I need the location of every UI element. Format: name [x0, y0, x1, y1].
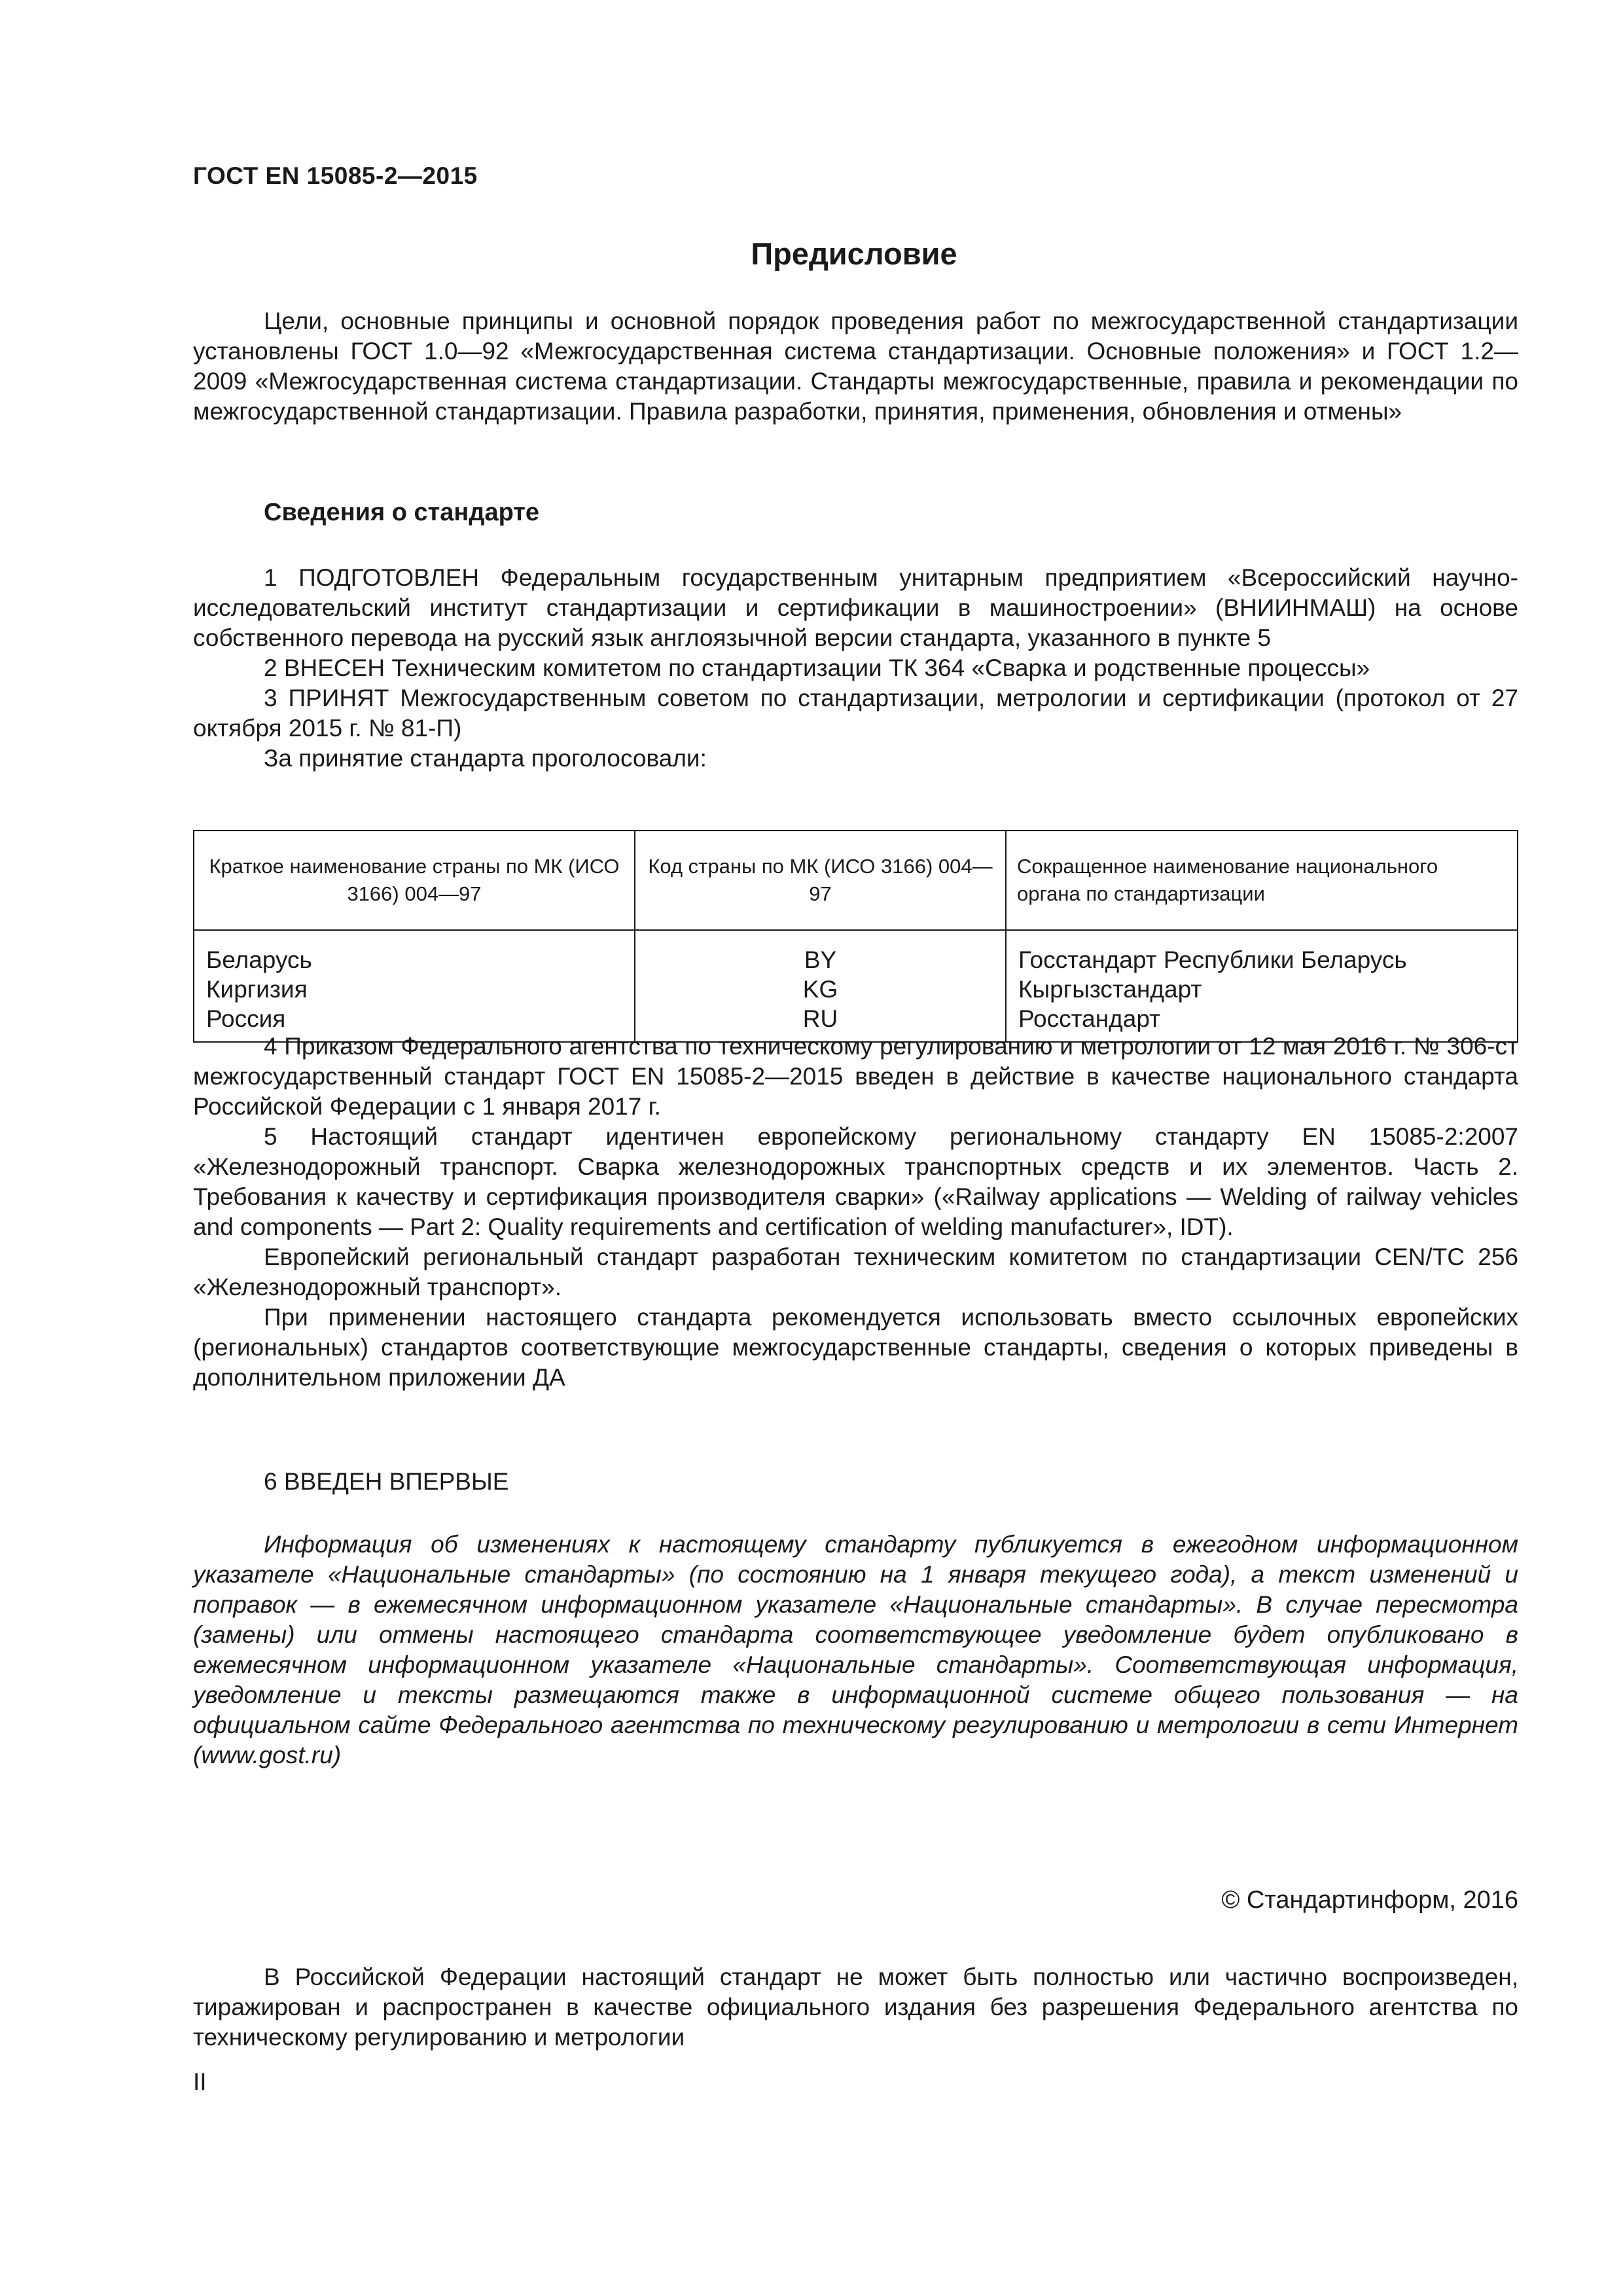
table-header-row [194, 831, 1518, 930]
document-code: ГОСТ EN 15085-2—2015 [193, 162, 478, 189]
info-item-3: 3 ПРИНЯТ Межгосударственным советом по стандартизации, метрологии и сертификации (протокол от 27 октября 2015 г. № 81-П) [193, 685, 1518, 742]
info-item-2: 2 ВНЕСЕН Техническим комитетом по стандартизации ТК 364 «Сварка и родственные процессы» [264, 655, 1370, 681]
header-country-code: Код страны по МК (ИСО 3166) 004—97 [635, 831, 1006, 930]
page-number: II [193, 2068, 207, 2095]
standards-body: Госстандарт Республики Беларусь [1018, 946, 1407, 973]
country-name: Киргизия [206, 976, 308, 1003]
country-code: KG [802, 976, 838, 1003]
info-item-6: 6 ВВЕДЕН ВПЕРВЫЕ [264, 1468, 509, 1495]
table-row [194, 930, 1518, 1042]
country-code-cell [635, 930, 1006, 1042]
european-standard-note: Европейский региональный стандарт разработан техническим комитетом по стандартизации CEN/TC 256 «Железнодорожный транспорт». [193, 1244, 1518, 1300]
standard-info-part-1 [193, 563, 1518, 774]
vote-intro: За принятие стандарта проголосовали: [264, 745, 707, 772]
header-country-name: Краткое наименование страны по МК (ИСО 3166) 004—97 [194, 831, 635, 930]
section-heading: Сведения о стандарте [264, 499, 540, 526]
intro-paragraph: Цели, основные принципы и основной порядок проведения работ по межгосударственной стандартизации установлены ГОСТ 1.0—92 «Межгосударственная система стандартизации. Основные положения» и ГОСТ 1.2—2009 «Межгосударственная система стандартизации. Стандарты межгосударственные, правила и рекомендации по межгосударственной стандартизации. Правила разработки, принятия, применения, обновления и отмены» [193, 308, 1518, 425]
page-title: Предисловие [751, 236, 957, 271]
country-name: Беларусь [206, 946, 312, 973]
amendments-paragraph: Информация об изменениях к настоящему стандарту публикуется в ежегодном информационном указателе «Национальные стандарты» (по состоянию на 1 января текущего года), а текст изменений и поправок — в ежемесячном информационном указателе «Национальные стандарты». В случае пересмотра (замены) или отмены настоящего стандарта соответствующее уведомление будет опубликовано в ежемесячном информационном указателе «Национальные стандарты». Соответствующая информация, уведомление и тексты размещаются также в информационной системе общего пользования — на официальном сайте Федерального агентства по техническому регулированию и метрологии в сети Интернет (www.gost.ru) [193, 1531, 1518, 1768]
info-item-5: 5 Настоящий стандарт идентичен европейскому региональному стандарту EN 15085-2:2007 «Железнодорожный транспорт. Сварка железнодорожных транспортных средств и их элементов. Часть 2. Требования к качеству и сертификация производителя сварки» («Railway applications — Welding of railway vehicles and components — Part 2: Quality requirements and certification of welding manufacturer», IDT). [193, 1123, 1518, 1240]
standards-body: Кыргызстандарт [1018, 976, 1202, 1003]
country-name-cell [194, 930, 635, 1042]
info-item-4: 4 Приказом Федерального агентства по техническому регулированию и метрологии от 12 мая 2016 г. № 306-ст межгосударственный стандарт ГОСТ EN 15085-2—2015 введен в действие в качестве национального стандарта Российской Федерации с 1 января 2017 г. [193, 1033, 1518, 1120]
reproduction-paragraph: В Российской Федерации настоящий стандарт не может быть полностью или частично воспроизведен, тиражирован и распространен в качестве официального издания без разрешения Федерального агентства по техническому регулированию и метрологии [193, 1964, 1518, 2051]
intro-section [193, 306, 1518, 427]
standards-body-cell [1006, 930, 1518, 1042]
country-name: Россия [206, 1005, 286, 1032]
document-page [190, 0, 1518, 2296]
standards-body: Росстандарт [1018, 1005, 1161, 1032]
info-item-1: 1 ПОДГОТОВЛЕН Федеральным государственным унитарным предприятием «Всероссийский научно-исследовательский институт стандартизации и сертификации в машиностроении» (ВНИИНМАШ) на основе собственного перевода на русский язык англоязычной версии стандарта, указанного в пункте 5 [193, 564, 1518, 651]
reproduction-notice [193, 1962, 1518, 2053]
copyright-line: © Стандартинформ, 2016 [1221, 1886, 1518, 1914]
header-standards-body: Сокращенное наименование национального органа по стандартизации [1006, 831, 1518, 930]
voting-countries-table [193, 830, 1518, 1043]
amendments-notice [193, 1530, 1518, 1770]
country-code: RU [802, 1005, 838, 1032]
country-code: BY [804, 946, 837, 973]
application-note: При применении настоящего стандарта рекомендуется использовать вместо ссылочных европейских (региональных) стандартов соответствующие межгосударственные стандарты, сведения о которых приведены в дополнительном приложении ДА [193, 1304, 1518, 1391]
standard-info-part-2 [193, 1031, 1518, 1393]
